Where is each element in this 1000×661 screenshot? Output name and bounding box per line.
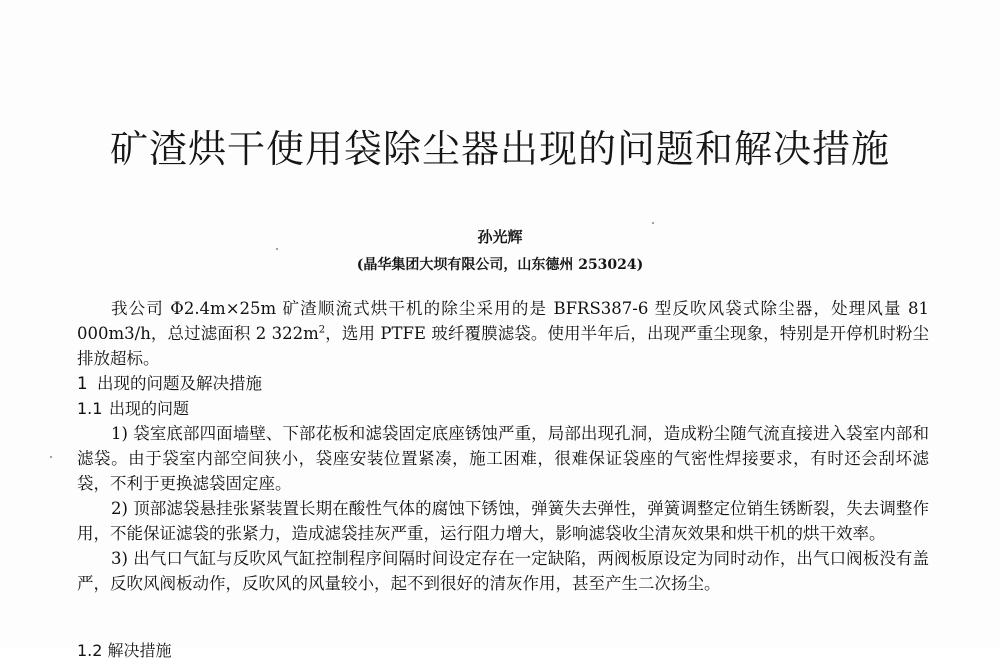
intro-text-part1: 我公司 Φ2.4m×25m 矿渣顺流式烘干机的除尘采用的是 BFRS387-6 型反吹风袋式除尘器，处理风量 81 000m3/h，总过滤面积 2 322m [77, 299, 929, 343]
next-heading-cutoff: 1.2 解决措施 [77, 641, 172, 660]
scan-speck [50, 456, 52, 458]
section-number: 1 [77, 374, 88, 393]
author-affiliation: (晶华集团大坝有限公司，山东德州 253024) [356, 257, 644, 273]
intro-text-part2: ，选用 PTFE 玻纤覆膜滤袋。使用半年后，出现严重尘现象，特别是开停机时粉尘排放超标。 [77, 324, 930, 368]
section-heading-1 [77, 371, 929, 396]
superscript-2: 2 [318, 324, 326, 336]
subsection-number: 1.1 [77, 399, 103, 418]
scan-speck [276, 248, 278, 250]
scan-speck [652, 222, 654, 224]
subsection-heading-1-1 [77, 396, 929, 421]
author-name: 孙光辉 [477, 228, 523, 246]
subsection-title: 出现的问题 [109, 399, 190, 418]
paragraph-item-2: 2) 顶部滤袋悬挂张紧装置长期在酸性气体的腐蚀下锈蚀，弹簧失去弹性，弹簧调整定位销生锈断裂，失去调整作用，不能保证滤袋的张紧力，造成滤袋挂灰严重，运行阻力增大，影响滤袋收尘清灰效果和烘干机的烘干效率。 [77, 499, 929, 543]
paragraph-item-1: 1) 袋室底部四面墙壁、下部花板和滤袋固定底座锈蚀严重，局部出现孔洞，造成粉尘随气流直接进入袋室内部和滤袋。由于袋室内部空间狭小，袋座安装位置紧凑，施工困难，很难保证袋座的气密性焊接要求，有时还会刮坏滤袋，不利于更换滤袋固定座。 [77, 424, 929, 493]
article-body [77, 296, 929, 596]
section-title: 出现的问题及解决措施 [97, 374, 262, 393]
intro-paragraph [77, 296, 929, 371]
paper-title: 矿渣烘干使用袋除尘器出现的问题和解决措施 [109, 127, 890, 171]
paragraph-item-3: 3) 出气口气缸与反吹风气缸控制程序间隔时间设定存在一定缺陷，两阀板原设定为同时动作，出气口阀板没有盖严，反吹风阀板动作，反吹风的风量较小，起不到很好的清灰作用，甚至产生二次扬尘。 [77, 549, 929, 593]
